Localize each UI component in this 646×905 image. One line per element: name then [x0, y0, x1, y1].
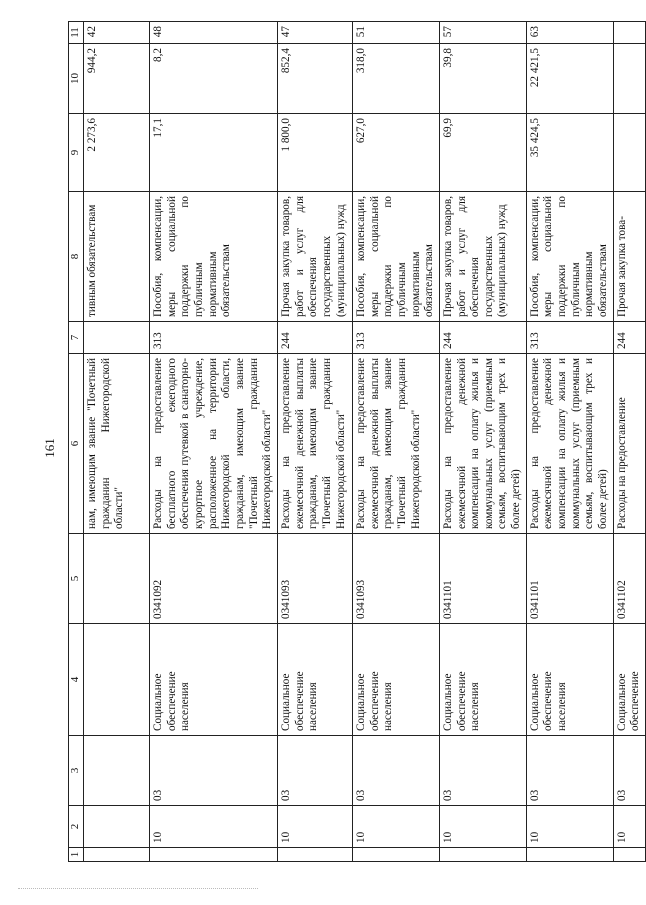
col-header: 7: [69, 322, 84, 354]
cell-subsection: 03: [277, 736, 352, 806]
table-row: [526, 22, 613, 862]
cell-col1: [526, 848, 613, 862]
cell-subsection: 03: [352, 736, 439, 806]
cell-percent: 48: [150, 22, 278, 44]
cell-subsection-name: Социальное обеспечение населения: [150, 624, 278, 736]
cell-expense-type-name: Пособия, компенсации, меры социальной поддержки по публичным нормативным обязательствам: [150, 192, 278, 322]
cell-target-name: нам, имеющим звание "Почетный гражданин Нижегородской области": [84, 354, 150, 534]
cell-expense-type: 313: [352, 322, 439, 354]
cell-section: 10: [439, 806, 526, 848]
rotated-page: [68, 22, 642, 862]
cell-expense-type-name: Прочая закупка товаров, работ и услуг для обеспечения государственных (муниципальных) нужд: [277, 192, 352, 322]
cell-expense-type: 244: [277, 322, 352, 354]
cell-fact: 39,8: [439, 44, 526, 114]
col-header: 6: [69, 354, 84, 534]
cell-section: [84, 806, 150, 848]
cell-fact: 852,4: [277, 44, 352, 114]
cell-target-name: Расходы на предоставление ежемесячной денежной выплаты гражданам, имеющим звание "Почетный гражданин Нижегородской области": [277, 354, 352, 534]
col-header: 2: [69, 806, 84, 848]
table-row: [277, 22, 352, 862]
cell-subsection: 03: [526, 736, 613, 806]
col-header: 10: [69, 44, 84, 114]
col-header: 5: [69, 534, 84, 624]
cell-section: 10: [150, 806, 278, 848]
cell-section: 10: [352, 806, 439, 848]
cell-section: 10: [613, 806, 645, 848]
cell-section: 10: [277, 806, 352, 848]
cell-plan: 35 424,5: [526, 114, 613, 192]
cell-subsection-name: [84, 624, 150, 736]
cell-percent: 63: [526, 22, 613, 44]
cell-target-code: 0341092: [150, 534, 278, 624]
cell-subsection-name: Социальное обеспечение населения: [526, 624, 613, 736]
cell-subsection: [84, 736, 150, 806]
table-row: [439, 22, 526, 862]
cell-fact: 22 421,5: [526, 44, 613, 114]
cell-expense-type: 313: [526, 322, 613, 354]
cell-expense-type-name: Прочая закупка това-: [613, 192, 645, 322]
cell-expense-type: 244: [439, 322, 526, 354]
cell-percent: 51: [352, 22, 439, 44]
cell-subsection: 03: [150, 736, 278, 806]
cell-expense-type: 313: [150, 322, 278, 354]
cell-target-code: 0341093: [277, 534, 352, 624]
cell-expense-type: [84, 322, 150, 354]
table-row: [84, 22, 150, 862]
cell-target-code: 0341101: [439, 534, 526, 624]
cell-subsection-name: Социальное обеспечение населения: [277, 624, 352, 736]
cell-plan: 1 800,0: [277, 114, 352, 192]
cell-col1: [150, 848, 278, 862]
table-row: [613, 22, 645, 862]
cell-fact: [613, 44, 645, 114]
cell-expense-type-name: Прочая закупка товаров, работ и услуг для обеспечения государственных (муниципальных) нужд: [439, 192, 526, 322]
cell-percent: 42: [84, 22, 150, 44]
budget-table: [68, 21, 646, 862]
cell-fact: 944,2: [84, 44, 150, 114]
page-number: 161: [41, 438, 57, 458]
cell-fact: 318,0: [352, 44, 439, 114]
cell-target-name: Расходы на предоставление ежемесячной денежной компенсации на оплату жилья и коммунальных услуг (приемным семьям, воспитывающим трех и более детей): [439, 354, 526, 534]
cell-plan: 69,9: [439, 114, 526, 192]
cell-subsection-name: Социальное обеспечение: [613, 624, 645, 736]
cell-expense-type-name: тивным обязательствам: [84, 192, 150, 322]
cell-subsection-name: Социальное обеспечение населения: [439, 624, 526, 736]
cell-plan: [613, 114, 645, 192]
cell-expense-type: 244: [613, 322, 645, 354]
cell-target-name: Расходы на предоставление бесплатного ежегодного обеспечения путевкой в санаторно-курортное учреждение, расположенное на территории Нижегородской области, гражданам, имеющим звание "Почетный гражданин Нижегородской области": [150, 354, 278, 534]
table-row: [150, 22, 278, 862]
cell-expense-type-name: Пособия, компенсации, меры социальной поддержки по публичным нормативным обязательствам: [526, 192, 613, 322]
cell-col1: [352, 848, 439, 862]
header-row: [69, 22, 84, 862]
cell-col1: [439, 848, 526, 862]
cell-subsection: 03: [439, 736, 526, 806]
col-header: 1: [69, 848, 84, 862]
col-header: 9: [69, 114, 84, 192]
scan-artifact: [18, 888, 258, 892]
cell-percent: 57: [439, 22, 526, 44]
cell-target-name: Расходы на предоставление ежемесячной денежной компенсации на оплату жилья и коммунальных услуг (приемным семьям, воспитывающим трех и более детей): [526, 354, 613, 534]
cell-target-name: Расходы на предоставление ежемесячной денежной выплаты гражданам, имеющим звание "Почетный гражданин Нижегородской области": [352, 354, 439, 534]
cell-fact: 8,2: [150, 44, 278, 114]
cell-target-code: 0341101: [526, 534, 613, 624]
cell-target-code: 0341093: [352, 534, 439, 624]
cell-subsection-name: Социальное обеспечение населения: [352, 624, 439, 736]
cell-percent: [613, 22, 645, 44]
col-header: 11: [69, 22, 84, 44]
cell-percent: 47: [277, 22, 352, 44]
cell-col1: [613, 848, 645, 862]
col-header: 3: [69, 736, 84, 806]
table-row: [352, 22, 439, 862]
cell-plan: 17,1: [150, 114, 278, 192]
cell-subsection: 03: [613, 736, 645, 806]
cell-target-code: [84, 534, 150, 624]
cell-expense-type-name: Пособия, компенсации, меры социальной поддержки по публичным нормативным обязательствам: [352, 192, 439, 322]
cell-plan: 627,0: [352, 114, 439, 192]
cell-target-name: Расходы на предоставление: [613, 354, 645, 534]
col-header: 4: [69, 624, 84, 736]
cell-section: 10: [526, 806, 613, 848]
cell-col1: [84, 848, 150, 862]
cell-target-code: 0341102: [613, 534, 645, 624]
col-header: 8: [69, 192, 84, 322]
cell-plan: 2 273,6: [84, 114, 150, 192]
cell-col1: [277, 848, 352, 862]
